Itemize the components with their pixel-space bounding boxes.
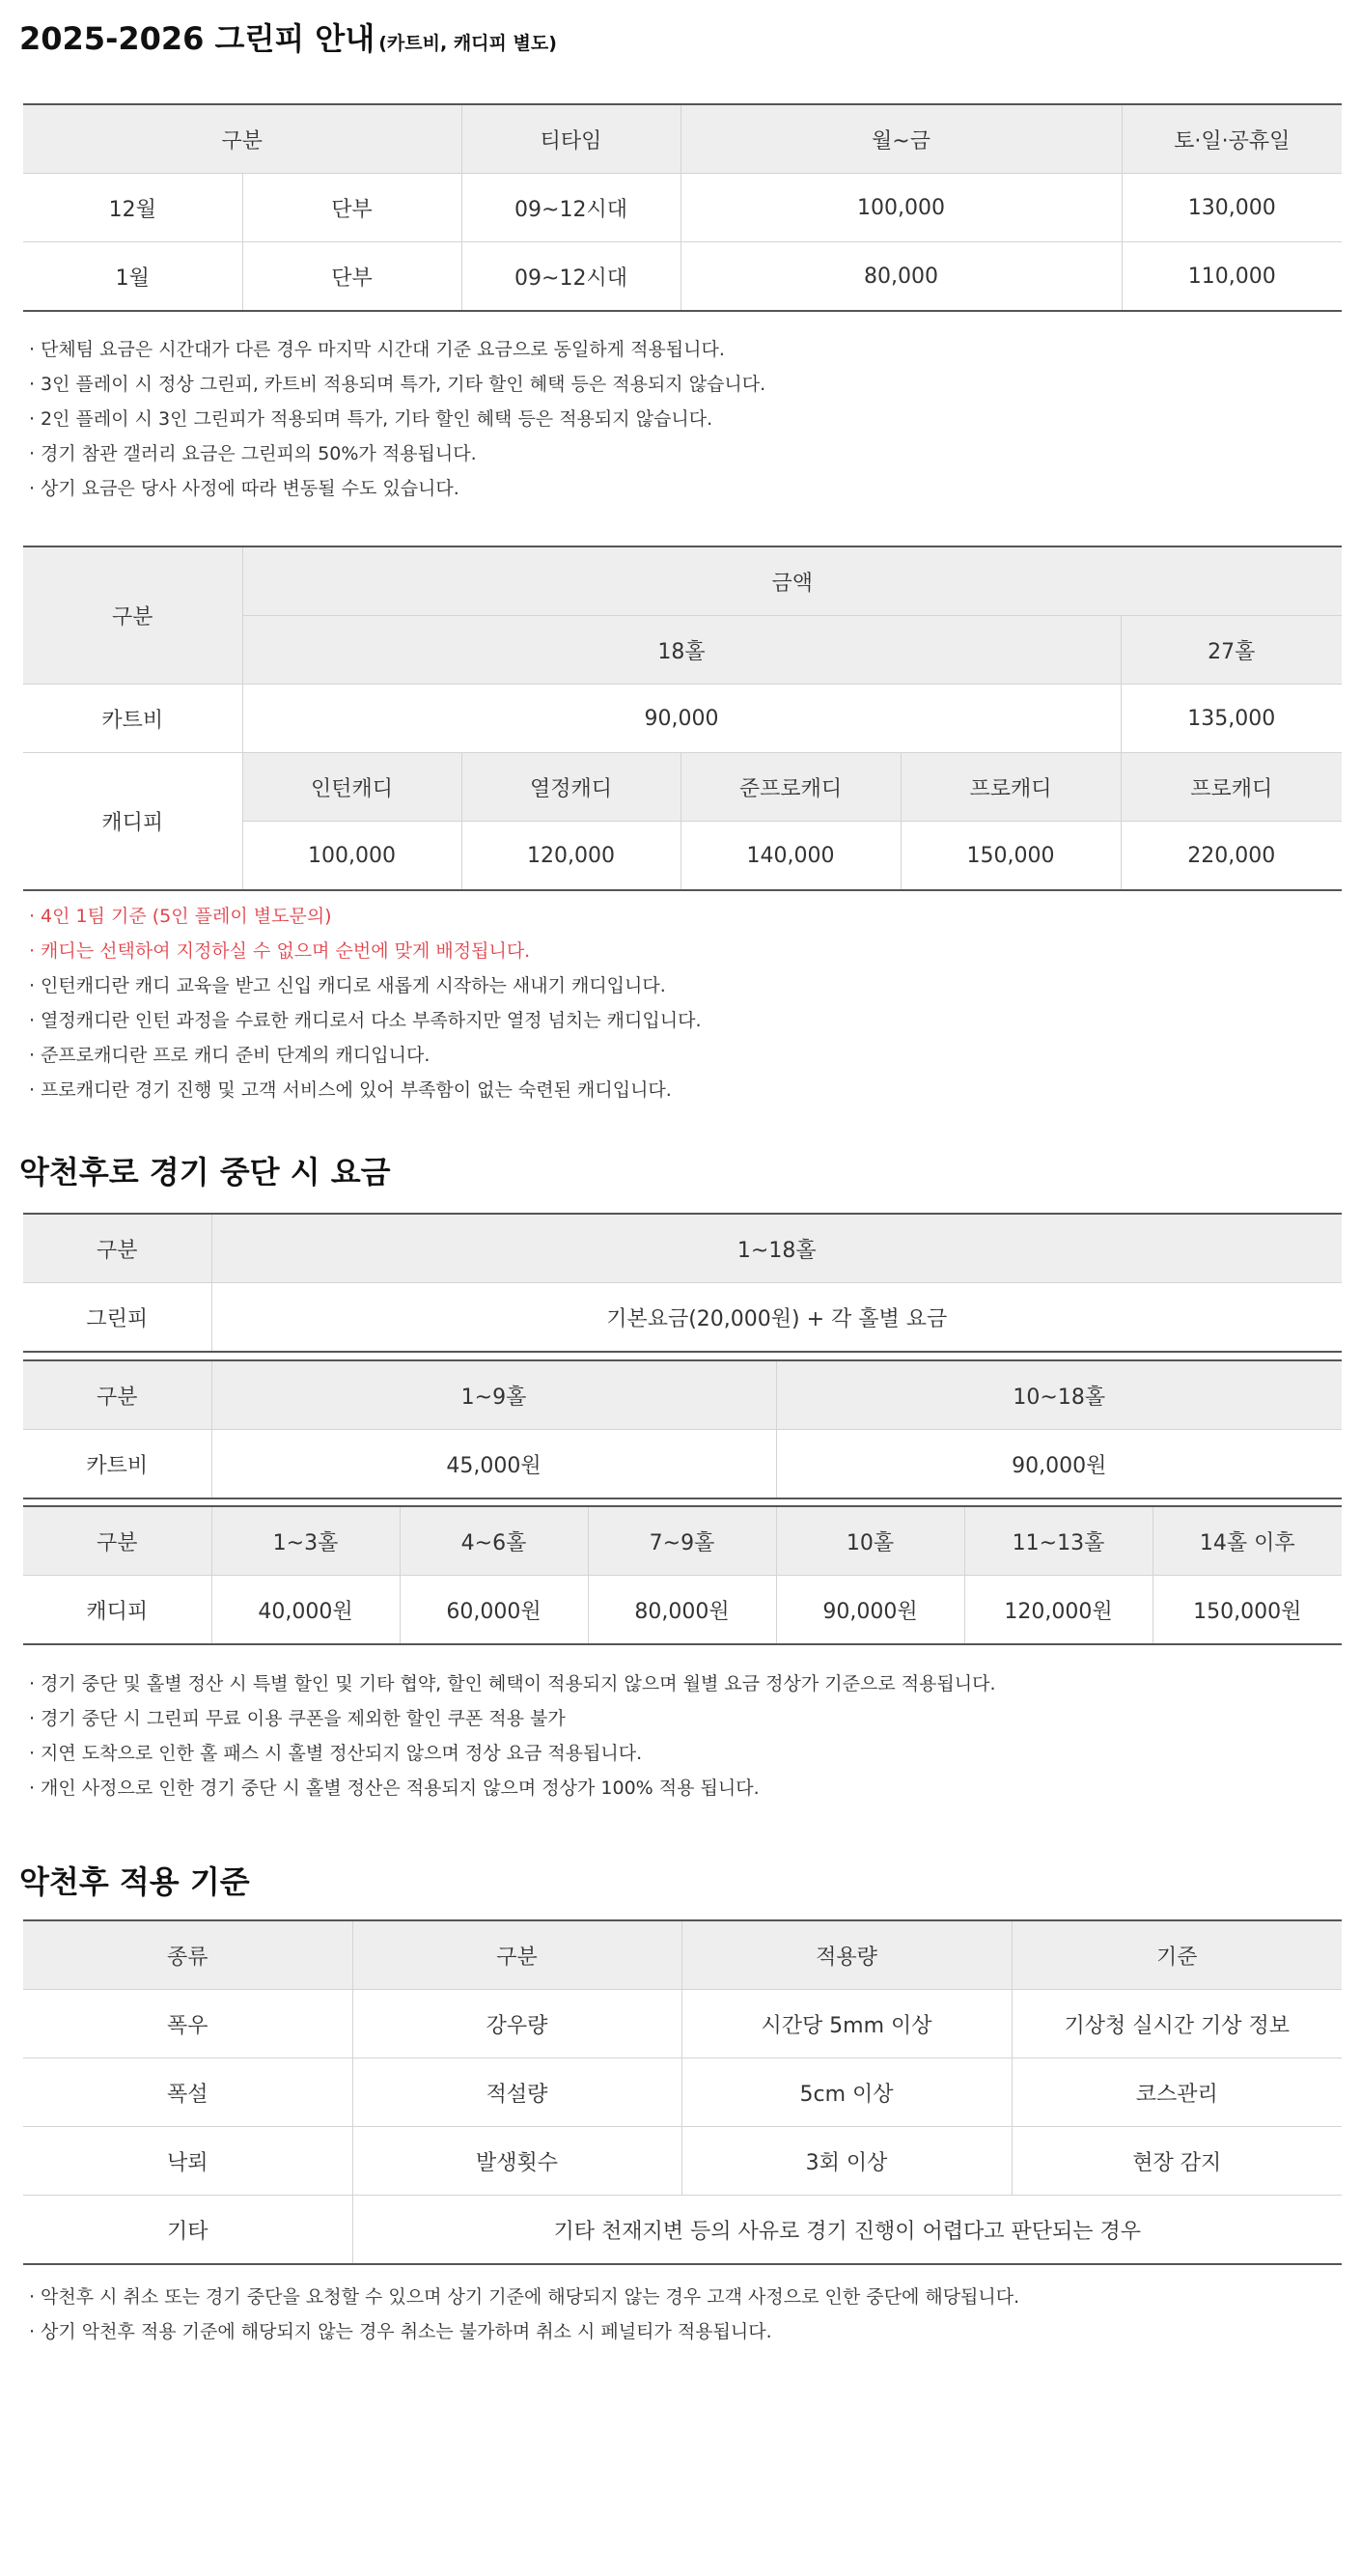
cell-type: 폭설 [23,2058,352,2127]
bullet-icon: · [29,1708,36,1729]
cell-type: 기타 [23,2196,352,2265]
caddie-price-semipro: 140,000 [680,822,901,891]
cell-value: 90,000원 [776,1430,1342,1499]
cell-value: 80,000원 [588,1576,776,1645]
bullet-icon: · [29,443,36,464]
cell-amount: 5cm 이상 [681,2058,1012,2127]
caddie-price-intern: 100,000 [242,822,461,891]
bullet-icon: · [29,339,36,360]
header-standard: 기준 [1012,1920,1342,1990]
table-row [23,2196,1342,2265]
cell-standard: 현장 감지 [1012,2127,1342,2196]
caddie-type-passion: 열정캐디 [461,753,680,822]
cart-caddie-fee-table [23,546,1342,891]
table-header-row [23,1360,1342,1430]
table-row [23,242,1342,312]
table-row [23,1990,1342,2058]
note-item: · 지연 도착으로 인한 홀 패스 시 홀별 정산되지 않으며 정상 요금 적용됩니다. [29,1743,643,1764]
cell-weekday-price: 80,000 [680,242,1122,312]
bullet-icon: · [29,2286,36,2308]
rain-stop-title: 악천후로 경기 중단 시 요금 [19,1154,391,1190]
table-row [23,2058,1342,2127]
cell-type: 폭우 [23,1990,352,2058]
header-gubun: 구분 [352,1920,681,1990]
header-holes: 1~3홀 [211,1506,400,1576]
cell-weekend-price: 130,000 [1122,174,1342,242]
table-row [23,1576,1342,1645]
header-holes: 14홀 이후 [1153,1506,1342,1576]
header-weekday: 월~금 [680,104,1122,174]
green-fee-title [19,19,557,63]
header-amount: 금액 [242,546,1342,616]
header-amount: 적용량 [681,1920,1012,1990]
caddie-type-semipro: 준프로캐디 [680,753,901,822]
note-item-highlight: · 4인 1팀 기준 (5인 플레이 별도문의) [29,906,332,927]
note-item: · 열정캐디란 인턴 과정을 수료한 캐디로서 다소 부족하지만 열정 넘치는 캐디입니다. [29,1010,702,1031]
note-item: · 경기 중단 시 그린피 무료 이용 쿠폰을 제외한 할인 쿠폰 적용 불가 [29,1708,566,1729]
header-holes: 4~6홀 [400,1506,588,1576]
cell-month: 1월 [23,242,242,312]
green-fee-notes [29,332,765,506]
cell-amount: 시간당 5mm 이상 [681,1990,1012,2058]
header-holes: 10~18홀 [776,1360,1342,1430]
bullet-icon: · [29,940,36,962]
table-header-row [23,104,1342,174]
cell-cart-27: 135,000 [1121,685,1342,753]
note-item: · 2인 플레이 시 3인 그린피가 적용되며 특가, 기타 할인 혜택 등은 적용되지 않습니다. [29,408,713,430]
note-item: · 준프로캐디란 프로 캐디 준비 단계의 캐디입니다. [29,1045,431,1066]
cell-standard: 코스관리 [1012,2058,1342,2127]
green-fee-table [23,103,1342,312]
cell-part: 단부 [242,242,461,312]
cell-value: 60,000원 [400,1576,588,1645]
cell-label: 캐디피 [23,1576,211,1645]
bullet-icon: · [29,1743,36,1764]
note-item: · 단체팀 요금은 시간대가 다른 경우 마지막 시간대 기준 요금으로 동일하게 적용됩니다. [29,339,725,360]
table-row-cart [23,685,1342,753]
cell-amount: 3회 이상 [681,2127,1012,2196]
note-item: · 악천후 시 취소 또는 경기 중단을 요청할 수 있으며 상기 기준에 해당되지 않는 경우 고객 사정으로 인한 중단에 해당됩니다. [29,2286,1020,2308]
table-row [23,1430,1342,1499]
cell-value: 120,000원 [964,1576,1153,1645]
bullet-icon: · [29,1673,36,1694]
header-weekend: 토·일·공휴일 [1122,104,1342,174]
header-gubun: 구분 [23,546,242,685]
note-item: · 3인 플레이 시 정상 그린피, 카트비 적용되며 특가, 기타 할인 혜택 등은 적용되지 않습니다. [29,374,766,395]
caddie-price-passion: 120,000 [461,822,680,891]
table-header-row [23,546,1342,616]
cell-weekend-price: 110,000 [1122,242,1342,312]
cell-value: 기본요금(20,000원) + 각 홀별 요금 [211,1283,1342,1353]
rain-notes [29,1666,996,1806]
cell-teetime: 09~12시대 [461,174,680,242]
cell-label: 카트비 [23,1430,211,1499]
bullet-icon: · [29,478,36,499]
bullet-icon: · [29,1079,36,1101]
cell-standard: 기상청 실시간 기상 정보 [1012,1990,1342,2058]
note-item: · 인턴캐디란 캐디 교육을 받고 신입 캐디로 새롭게 시작하는 새내기 캐디입니다. [29,975,666,996]
table-row [23,2127,1342,2196]
cell-value: 150,000원 [1153,1576,1342,1645]
cell-gubun: 강우량 [352,1990,681,2058]
cell-gubun: 발생횟수 [352,2127,681,2196]
header-holes: 7~9홀 [588,1506,776,1576]
caddie-price-pro: 150,000 [901,822,1121,891]
header-teetime: 티타임 [461,104,680,174]
table-row [23,1283,1342,1353]
table-header-row [23,1214,1342,1283]
header-gubun: 구분 [23,1360,211,1430]
bullet-icon: · [29,1010,36,1031]
table-row-caddie-types [23,753,1342,822]
note-item: · 개인 사정으로 인한 경기 중단 시 홀별 정산은 적용되지 않으며 정상가 100% 적용 됩니다. [29,1778,760,1799]
cell-part: 단부 [242,174,461,242]
criteria-notes [29,2280,1019,2349]
cell-value: 90,000원 [776,1576,964,1645]
fee-notes [29,899,701,1107]
header-gubun: 구분 [23,1214,211,1283]
cell-type: 낙뢰 [23,2127,352,2196]
caddie-type-intern: 인턴캐디 [242,753,461,822]
cell-gubun: 적설량 [352,2058,681,2127]
cell-value: 45,000원 [211,1430,776,1499]
note-item: · 상기 요금은 당사 사정에 따라 변동될 수도 있습니다. [29,478,459,499]
green-fee-title-text: 2025-2026 그린피 안내 [19,20,375,57]
caddie-price-pro-27: 220,000 [1121,822,1342,891]
note-item: · 프로캐디란 경기 진행 및 고객 서비스에 있어 부족함이 없는 숙련된 캐디입니다. [29,1079,672,1101]
header-holes: 1~18홀 [211,1214,1342,1283]
header-gubun: 구분 [23,1506,211,1576]
cell-month: 12월 [23,174,242,242]
header-holes: 10홀 [776,1506,964,1576]
caddie-type-pro: 프로캐디 [901,753,1121,822]
cell-caddie-label: 캐디피 [23,753,242,891]
header-holes: 1~9홀 [211,1360,776,1430]
weather-criteria-title: 악천후 적용 기준 [19,1863,250,1900]
cell-weekday-price: 100,000 [680,174,1122,242]
table-header-row [23,1920,1342,1990]
cell-cart-18: 90,000 [242,685,1121,753]
rain-cart-fee-table [23,1359,1342,1499]
header-holes: 11~13홀 [964,1506,1153,1576]
bullet-icon: · [29,2321,36,2342]
bullet-icon: · [29,1778,36,1799]
rain-caddie-fee-table [23,1505,1342,1645]
cell-label: 그린피 [23,1283,211,1353]
bullet-icon: · [29,408,36,430]
cell-teetime: 09~12시대 [461,242,680,312]
cell-value: 40,000원 [211,1576,400,1645]
rain-green-fee-table [23,1213,1342,1353]
table-header-row [23,1506,1342,1576]
bullet-icon: · [29,975,36,996]
weather-criteria-table [23,1919,1342,2265]
table-row [23,174,1342,242]
bullet-icon: · [29,906,36,927]
header-27-holes: 27홀 [1121,616,1342,685]
caddie-type-pro-27: 프로캐디 [1121,753,1342,822]
note-item: · 경기 중단 및 홀별 정산 시 특별 할인 및 기타 협약, 할인 혜택이 적용되지 않으며 월별 요금 정상가 기준으로 적용됩니다. [29,1673,996,1694]
header-18-holes: 18홀 [242,616,1121,685]
note-item-highlight: · 캐디는 선택하여 지정하실 수 없으며 순번에 맞게 배정됩니다. [29,940,531,962]
header-gubun: 구분 [23,104,461,174]
cell-cart-label: 카트비 [23,685,242,753]
cell-etc-description: 기타 천재지변 등의 사유로 경기 진행이 어렵다고 판단되는 경우 [352,2196,1342,2265]
bullet-icon: · [29,1045,36,1066]
green-fee-subtitle: (카트비, 캐디피 별도) [378,33,557,54]
note-item: · 상기 악천후 적용 기준에 해당되지 않는 경우 취소는 불가하며 취소 시 페널티가 적용됩니다. [29,2321,772,2342]
note-item: · 경기 참관 갤러리 요금은 그린피의 50%가 적용됩니다. [29,443,477,464]
bullet-icon: · [29,374,36,395]
header-type: 종류 [23,1920,352,1990]
